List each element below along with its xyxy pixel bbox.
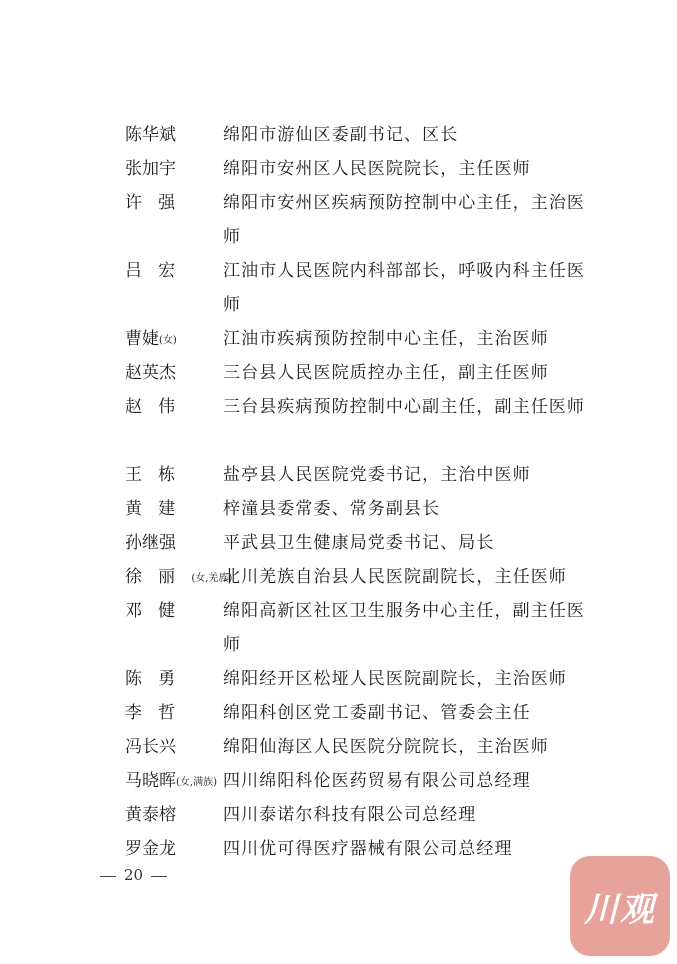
list-item (0, 254, 677, 322)
person-name (125, 832, 225, 866)
person-name (125, 594, 225, 628)
list-item (0, 152, 677, 186)
list-item (0, 458, 677, 492)
person-name (125, 254, 225, 288)
person-name-text: 王栋 (125, 465, 192, 485)
list-item (0, 662, 677, 696)
person-title: 平武县卫生健康局党委书记、局长 (223, 533, 495, 553)
person-title: 盐亭县人民医院党委书记，主治中医师 (223, 465, 531, 485)
person-name-text: 陈勇 (125, 669, 192, 689)
list-item (0, 594, 677, 662)
list-item (0, 492, 677, 526)
person-title: 绵阳高新区社区卫生服务中心主任，副主任医师 (223, 601, 585, 655)
person-name (125, 798, 225, 832)
footer-dash-left (100, 876, 116, 877)
person-name (125, 118, 225, 152)
person-name-text: 马晓晖 (125, 771, 176, 791)
person-name-text: 曹婕 (125, 329, 159, 349)
person-title: 四川优可得医疗器械有限公司总经理 (223, 839, 513, 859)
person-name (125, 764, 225, 798)
person-name-text: 陈华斌 (125, 125, 176, 145)
person-title: 绵阳科创区党工委副书记、管委会主任 (223, 703, 531, 723)
person-name (125, 730, 225, 764)
person-name-text: 孙继强 (125, 533, 176, 553)
person-title: 绵阳市安州区人民医院院长，主任医师 (223, 159, 531, 179)
person-name (125, 186, 225, 220)
list-item (0, 390, 677, 458)
person-name-text: 黄泰榕 (125, 805, 176, 825)
watermark-text: 川观 (584, 889, 656, 930)
person-name (125, 390, 225, 424)
person-title: 江油市人民医院内科部部长，呼吸内科主任医师 (223, 261, 585, 315)
person-title: 三台县人民医院质控办主任，副主任医师 (223, 363, 549, 383)
person-name (125, 526, 225, 560)
chuanguan-watermark-logo (570, 856, 670, 956)
person-name-text: 罗金龙 (125, 839, 176, 859)
person-title: 江油市疾病预防控制中心主任，主治医师 (223, 329, 549, 349)
person-name-text: 邓健 (125, 601, 192, 621)
list-item (0, 560, 677, 594)
person-note: (女) (159, 335, 177, 346)
person-title: 北川羌族自治县人民医院副院长，主任医师 (223, 567, 567, 587)
person-name-text: 许强 (125, 193, 192, 213)
person-name-text: 徐丽 (125, 567, 192, 587)
member-list (0, 118, 677, 866)
person-name (125, 458, 225, 492)
person-name (125, 662, 225, 696)
person-name (125, 492, 225, 526)
list-item (0, 356, 677, 390)
list-item (0, 730, 677, 764)
list-item (0, 322, 677, 356)
person-note: (女,羌族) (191, 573, 233, 584)
person-name-text: 李哲 (125, 703, 192, 723)
list-item (0, 118, 677, 152)
person-name (125, 560, 233, 594)
person-title: 绵阳市游仙区委副书记、区长 (223, 125, 459, 145)
person-name-text: 黄建 (125, 499, 192, 519)
person-name (125, 152, 225, 186)
person-title: 三台县疾病预防控制中心副主任，副主任医师 (223, 397, 585, 417)
person-name-text: 赵伟 (125, 397, 192, 417)
page-number: 20 (124, 866, 144, 884)
person-name (125, 696, 225, 730)
person-title: 绵阳市安州区疾病预防控制中心主任，主治医师 (223, 193, 585, 247)
person-name (125, 356, 225, 390)
person-name-text: 吕宏 (125, 261, 192, 281)
person-name-text: 赵英杰 (125, 363, 176, 383)
footer-dash-right (151, 876, 167, 877)
person-title: 绵阳经开区松垭人民医院副院长，主治医师 (223, 669, 567, 689)
person-title: 梓潼县委常委、常务副县长 (223, 499, 441, 519)
list-item (0, 696, 677, 730)
person-title: 四川泰诺尔科技有限公司总经理 (223, 805, 477, 825)
person-title: 绵阳仙海区人民医院分院院长，主治医师 (223, 737, 549, 757)
person-name-text: 张加宇 (125, 159, 176, 179)
person-name (125, 322, 225, 356)
person-title: 四川绵阳科伦医药贸易有限公司总经理 (223, 771, 531, 791)
list-item (0, 186, 677, 254)
list-item (0, 764, 677, 798)
list-item (0, 798, 677, 832)
person-name-text: 冯长兴 (125, 737, 176, 757)
person-note: (女,满族) (176, 777, 217, 788)
list-item (0, 526, 677, 560)
page-footer (92, 866, 175, 884)
